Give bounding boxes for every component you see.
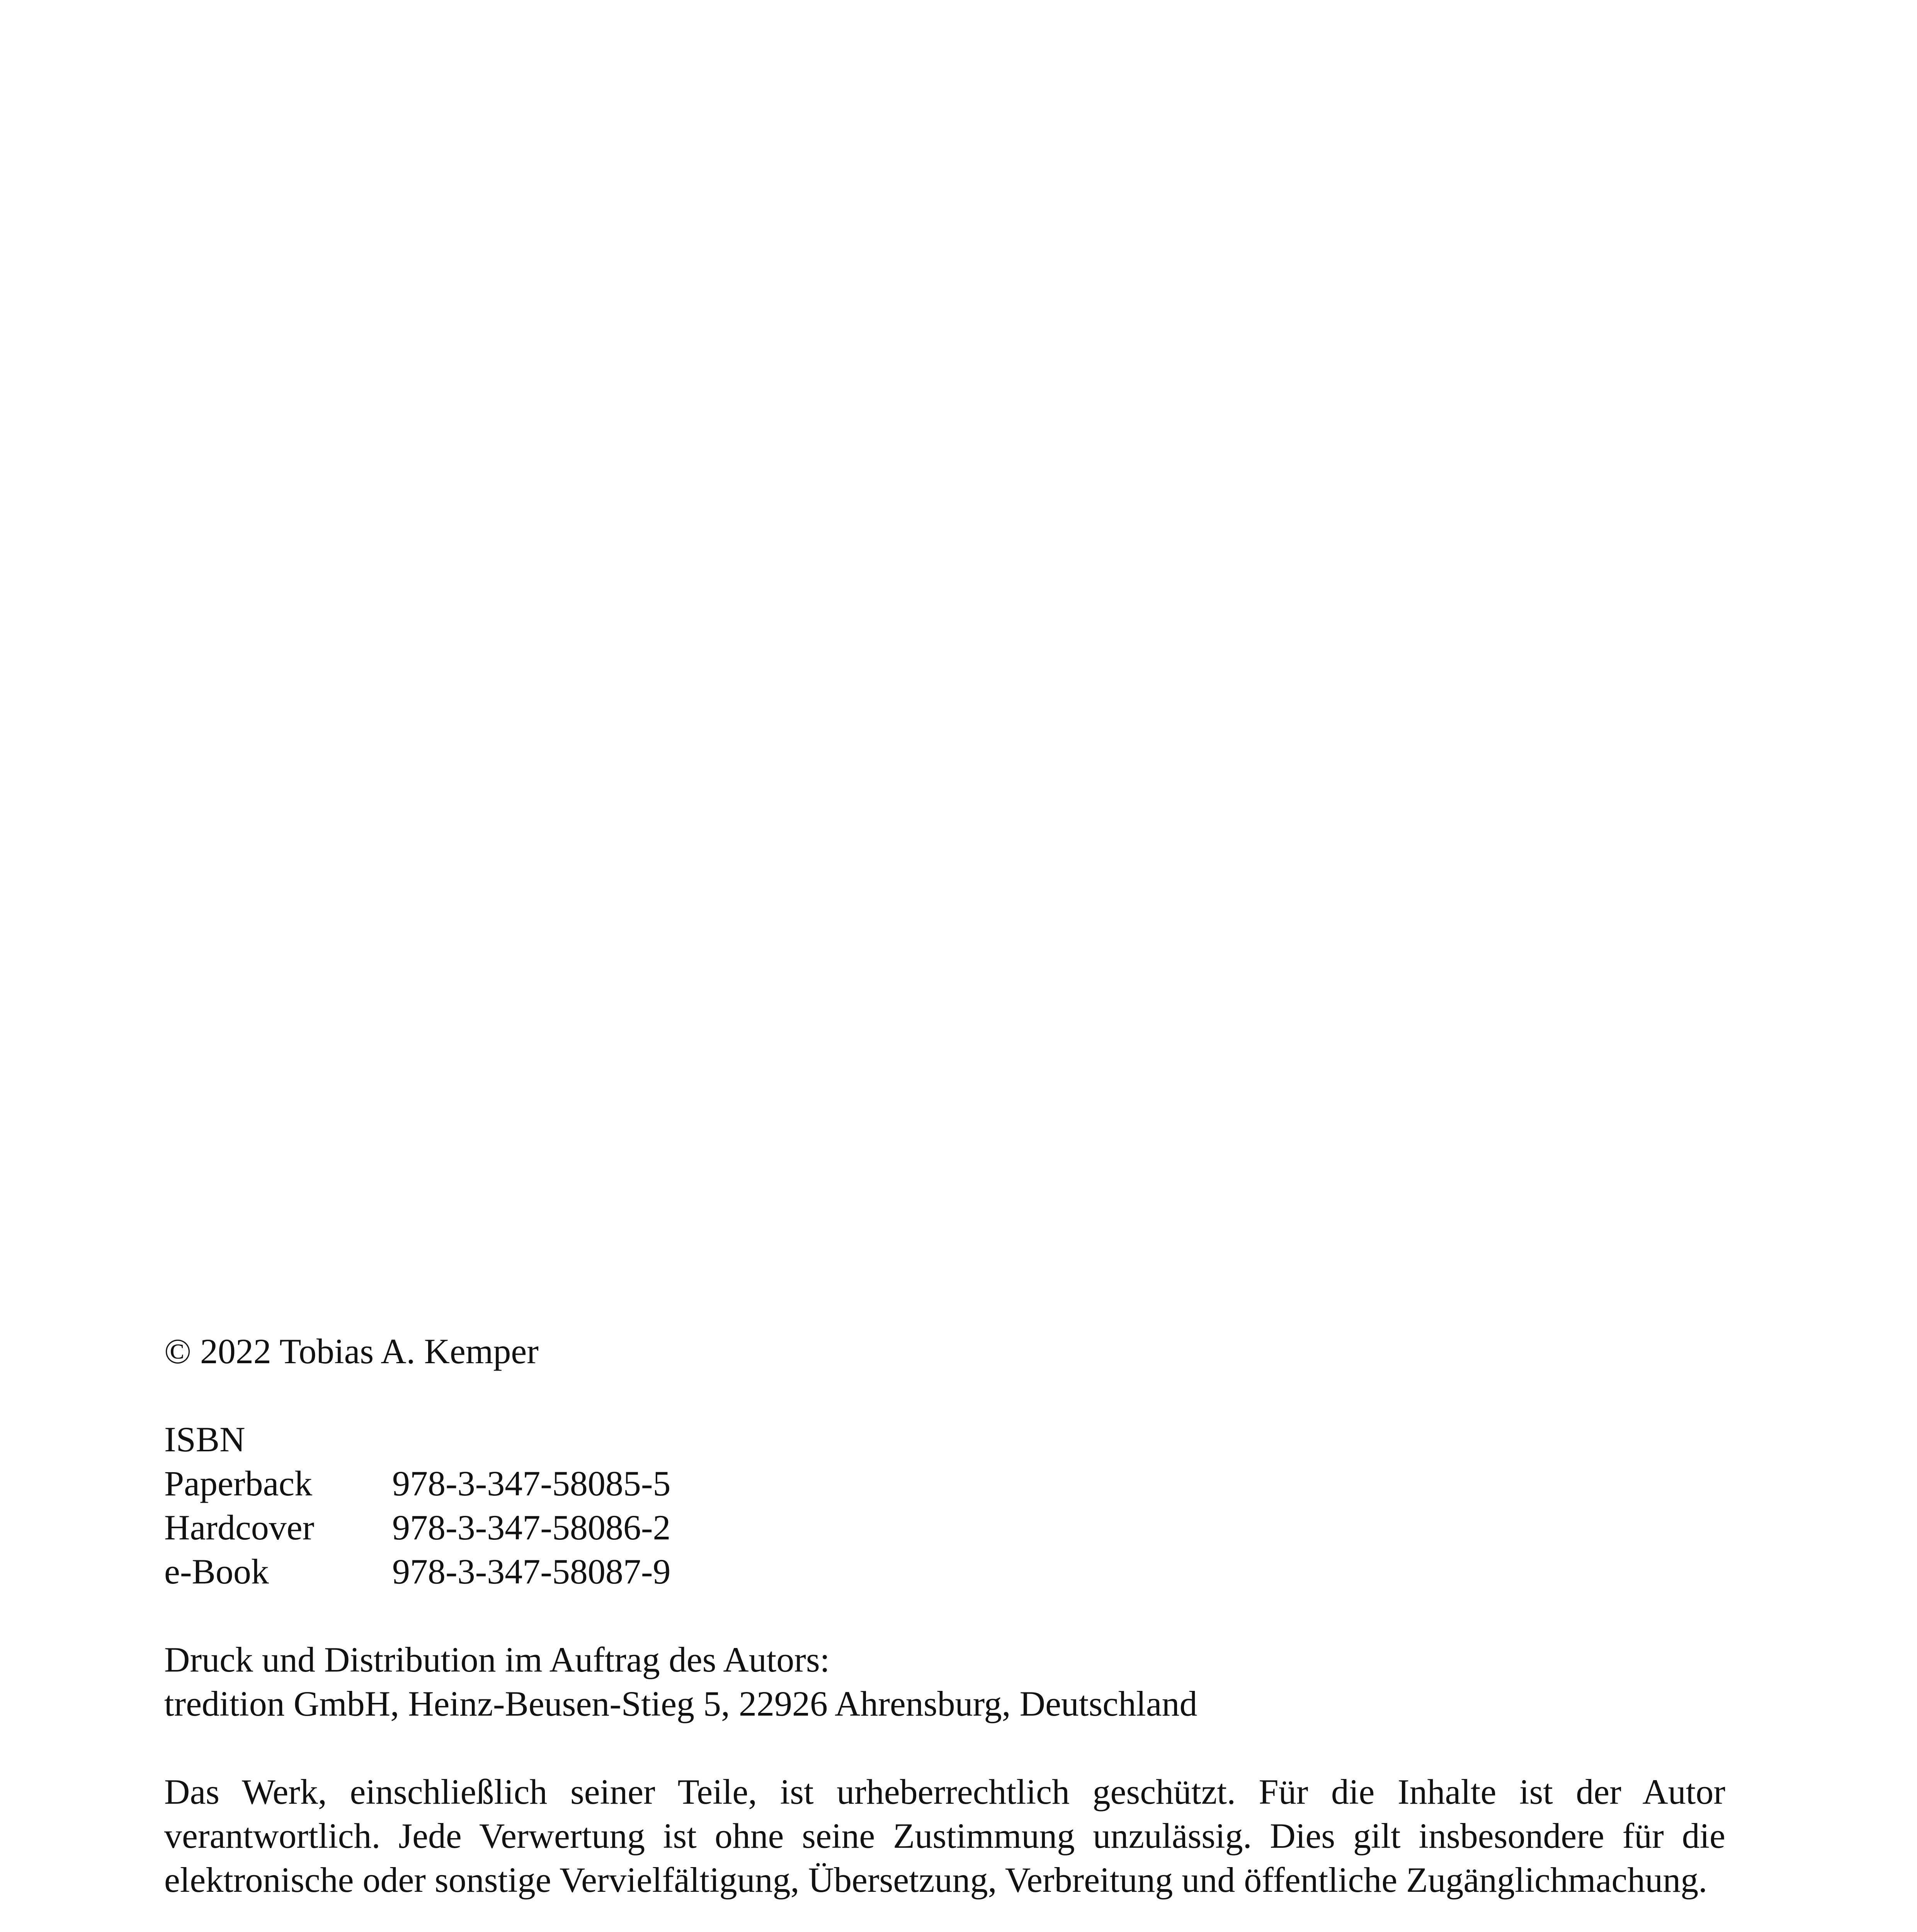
spacer — [164, 1594, 1725, 1638]
rights-notice: Das Werk, einschließlich seiner Teile, ist urheberrechtlich geschützt. Für die Inhalte ist der Autor verantwortlich. Jede Verwertung ist ohne seine Zustimmung unzulässig. Dies gilt insbesondere für die elektronische oder sonstige Vervielfältigung, Übersetzung, Verbreitung und öffentliche Zugänglichmachung. — [164, 1772, 1725, 1900]
isbn-row-ebook — [164, 1549, 1725, 1594]
isbn-number: 978-3-347-58086-2 — [392, 1508, 671, 1547]
isbn-row-hardcover — [164, 1505, 1725, 1549]
isbn-row-paperback — [164, 1461, 1725, 1505]
spacer — [164, 1726, 1725, 1770]
printing-line-1: Druck und Distribution im Auftrag des Autors: — [164, 1640, 830, 1679]
isbn-number: 978-3-347-58085-5 — [392, 1464, 671, 1503]
printing-line-2: tredition GmbH, Heinz-Beusen-Stieg 5, 22926 Ahrensburg, Deutschland — [164, 1684, 1197, 1723]
isbn-number: 978-3-347-58087-9 — [392, 1552, 671, 1591]
isbn-type-label: Hardcover — [164, 1508, 315, 1547]
spacer — [164, 1373, 1725, 1417]
isbn-type-label: Paperback — [164, 1464, 313, 1503]
imprint-block — [164, 1329, 1725, 1932]
copyright-line: © 2022 Tobias A. Kemper — [164, 1332, 539, 1371]
isbn-heading: ISBN — [164, 1420, 245, 1459]
spacer — [164, 1902, 1725, 1932]
isbn-type-label: e-Book — [164, 1552, 269, 1591]
